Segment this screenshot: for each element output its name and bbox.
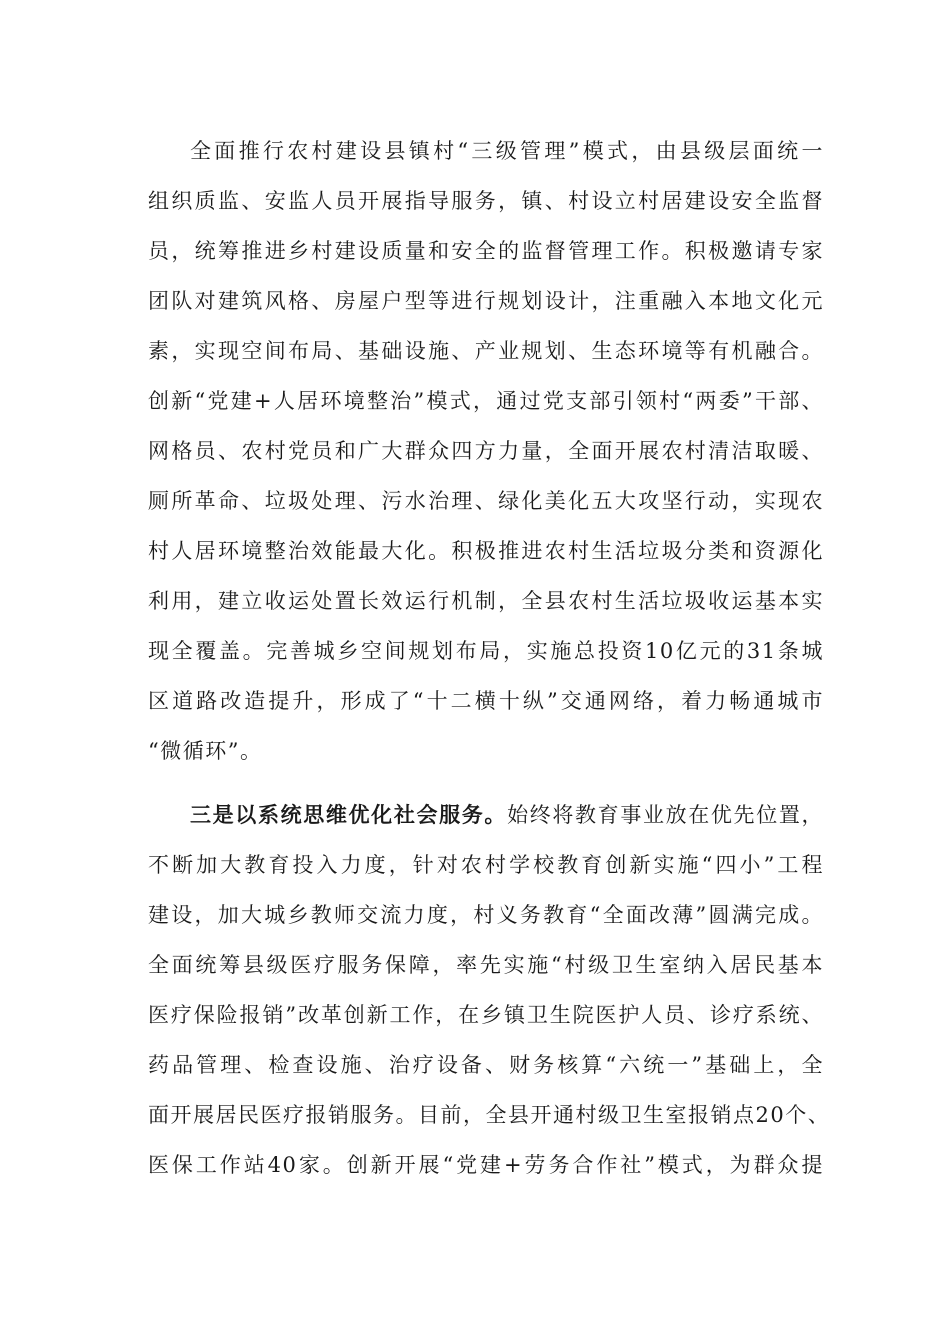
- paragraph-line: 全面统筹县级医疗服务保障，率先实施“村级卫生室纳入居民基本: [148, 953, 824, 977]
- heading-line-rest: 始终将教育事业放在优先位置，: [507, 803, 825, 827]
- paragraph-line: 村人居环境整治效能最大化。积极推进农村生活垃圾分类和资源化: [148, 539, 824, 563]
- paragraph-line: “微循环”。: [148, 739, 263, 763]
- paragraph-line: 网格员、农村党员和广大群众四方力量，全面开展农村清洁取暖、: [148, 439, 824, 463]
- section-heading: 三是以系统思维优化社会服务。: [190, 802, 508, 827]
- paragraph-line: 组织质监、安监人员开展指导服务，镇、村设立村居建设安全监督: [148, 189, 824, 213]
- paragraph-line: 医保工作站40家。创新开展“党建+劳务合作社”模式，为群众提: [148, 1153, 824, 1177]
- paragraph-line: 创新“党建+人居环境整治”模式，通过党支部引领村“两委”干部、: [148, 389, 824, 413]
- paragraph-line: 建设，加大城乡教师交流力度，村义务教育“全面改薄”圆满完成。: [148, 903, 824, 927]
- paragraph-line: 医疗保险报销”改革创新工作，在乡镇卫生院医护人员、诊疗系统、: [148, 1003, 824, 1027]
- paragraph-line: 利用，建立收运处置长效运行机制，全县农村生活垃圾收运基本实: [148, 589, 824, 613]
- paragraph-line: 员，统筹推进乡村建设质量和安全的监督管理工作。积极邀请专家: [148, 239, 824, 263]
- paragraph-line: 区道路改造提升，形成了“十二横十纵”交通网络，着力畅通城市: [148, 689, 824, 713]
- paragraph-line: 现全覆盖。完善城乡空间规划布局，实施总投资10亿元的31条城: [148, 639, 824, 663]
- paragraph-line: 素，实现空间布局、基础设施、产业规划、生态环境等有机融合。: [148, 339, 824, 363]
- paragraph-line: 团队对建筑风格、房屋户型等进行规划设计，注重融入本地文化元: [148, 289, 824, 313]
- paragraph-line: 面开展居民医疗报销服务。目前，全县开通村级卫生室报销点20个、: [148, 1103, 831, 1127]
- paragraph-first-line: [190, 801, 824, 829]
- paragraph-line: 厕所革命、垃圾处理、污水治理、绿化美化五大攻坚行动，实现农: [148, 489, 824, 513]
- paragraph-line: 不断加大教育投入力度，针对农村学校教育创新实施“四小”工程: [148, 853, 824, 877]
- paragraph-line: 药品管理、检查设施、治疗设备、财务核算“六统一”基础上，全: [148, 1053, 824, 1077]
- paragraph-line: 全面推行农村建设县镇村“三级管理”模式，由县级层面统一: [190, 139, 824, 163]
